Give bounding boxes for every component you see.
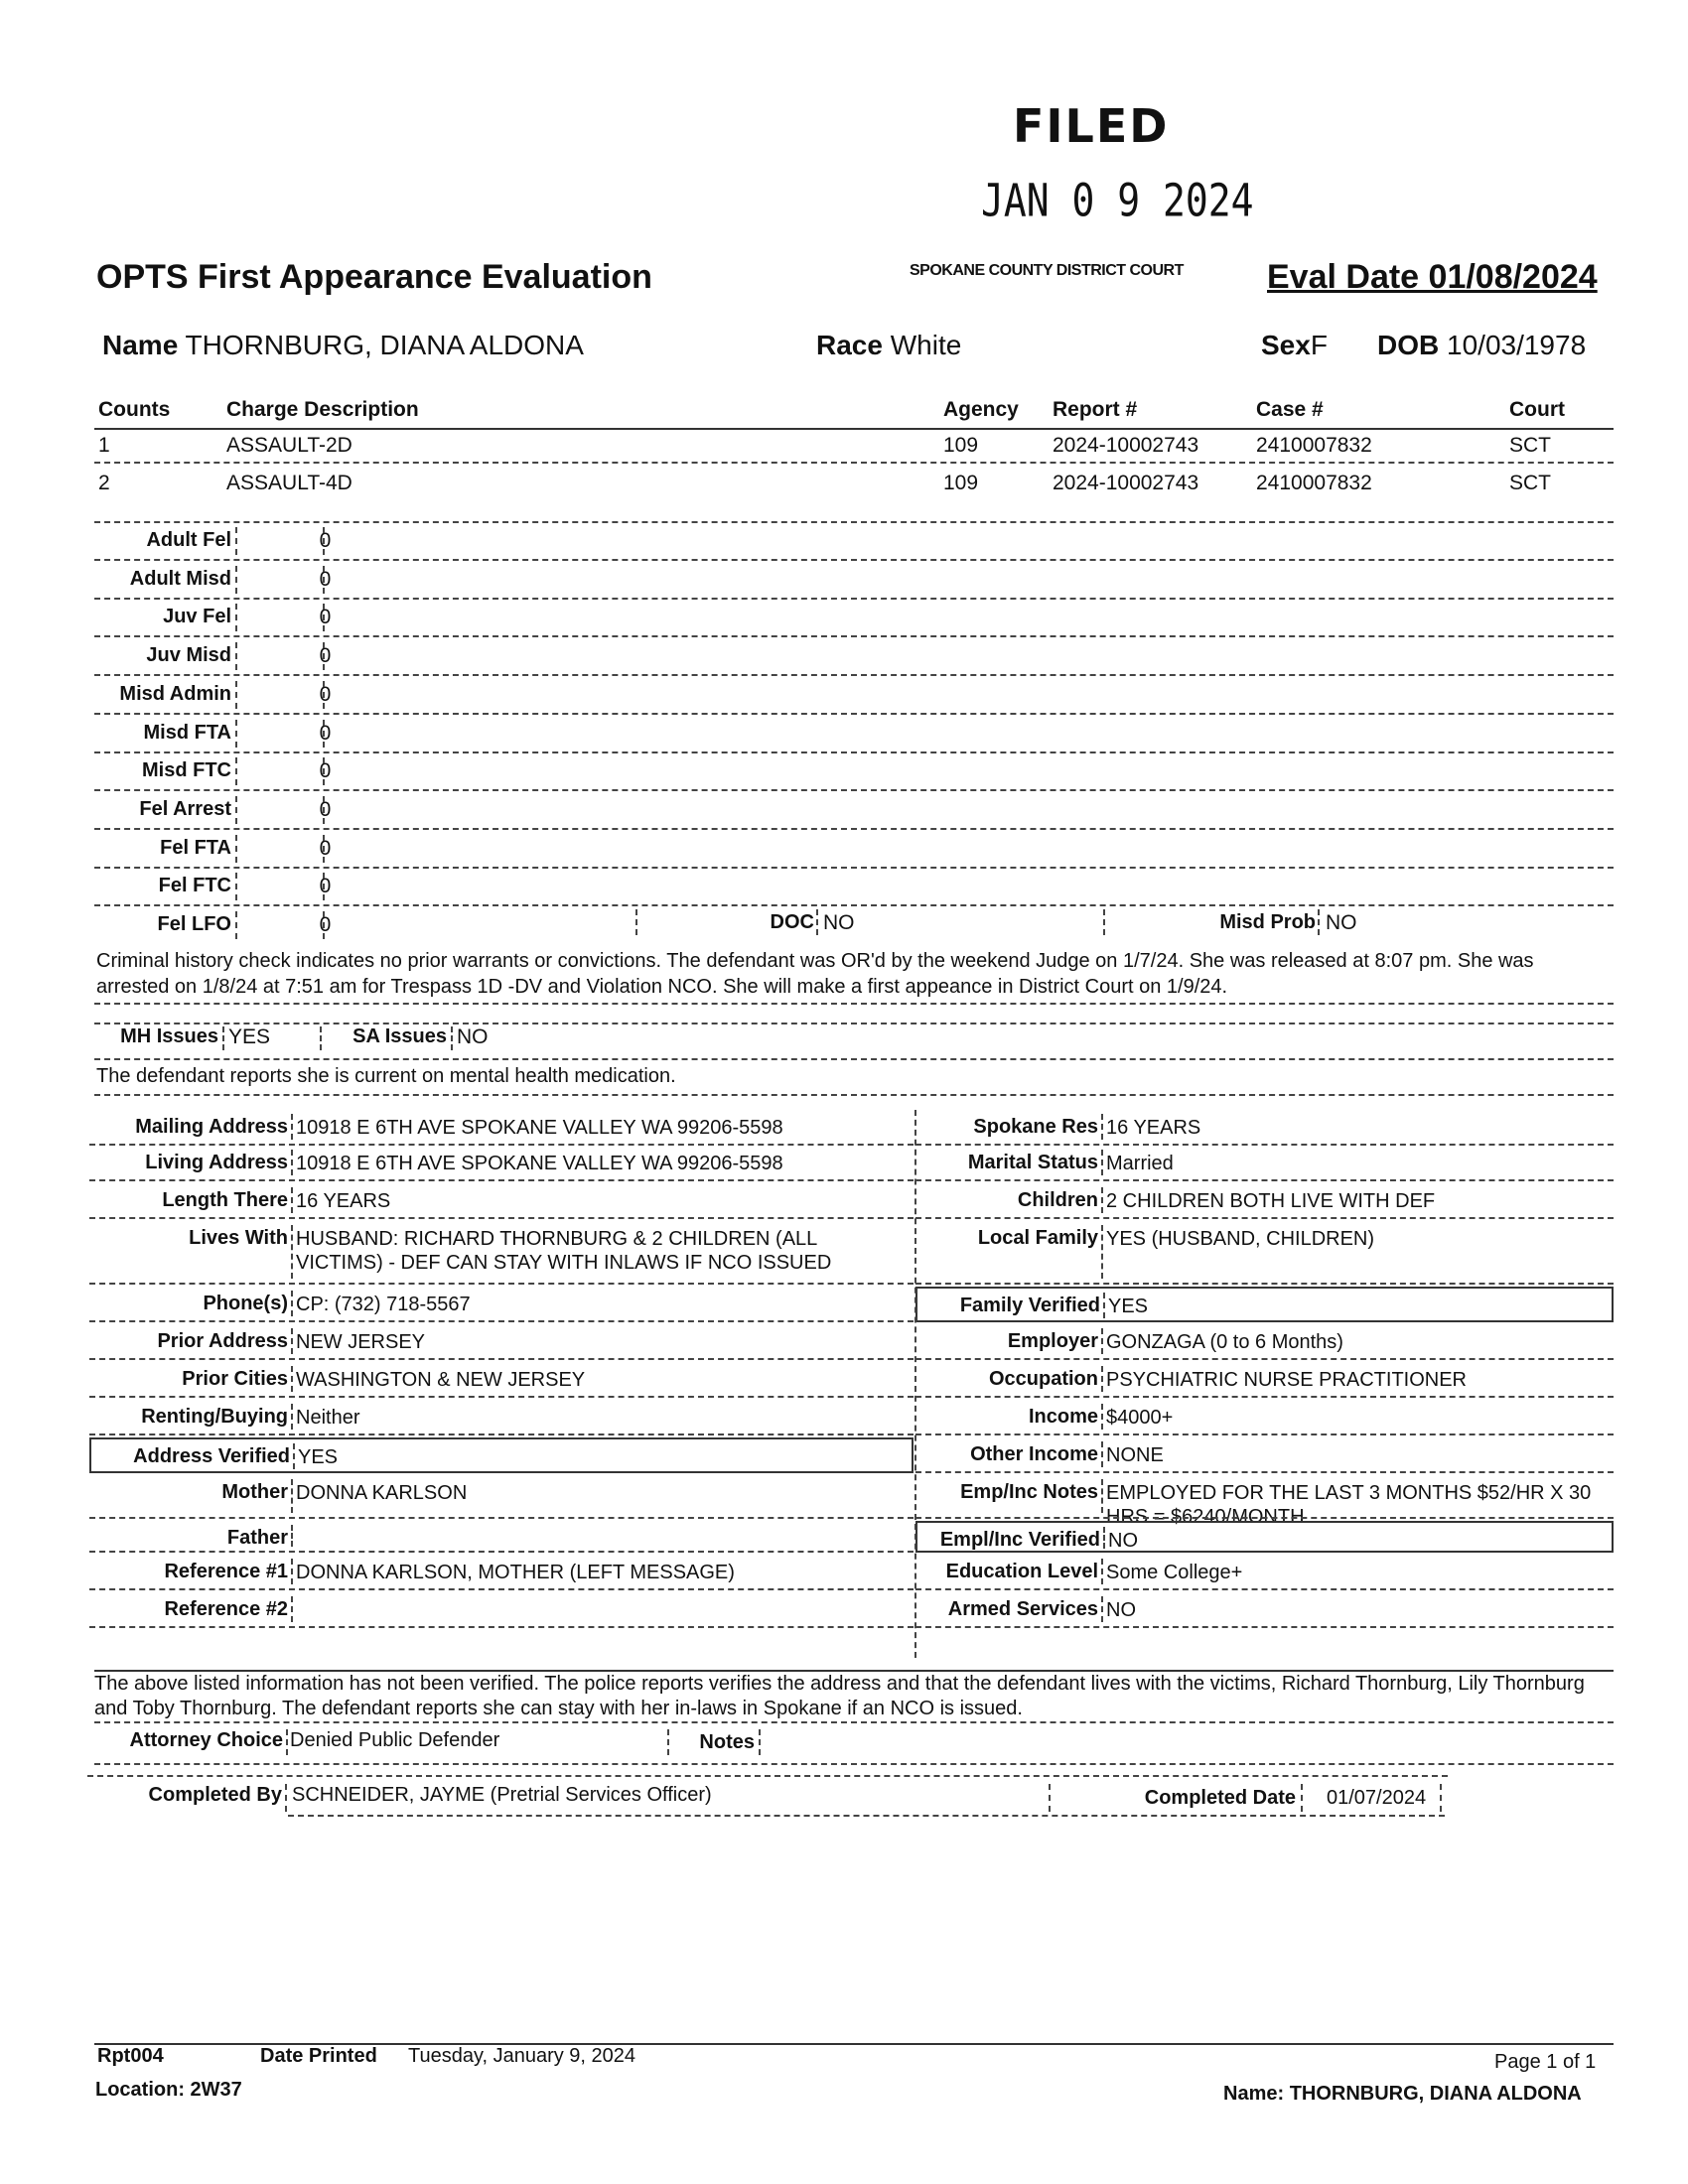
history-divider [235, 835, 237, 863]
field-label: Marital Status [967, 1152, 1098, 1173]
completed-date-divider-left [1049, 1784, 1051, 1812]
history-label: Fel LFO [157, 913, 231, 935]
history-divider [235, 642, 237, 670]
field-value: 10918 E 6TH AVE SPOKANE VALLEY WA 99206-5598 [296, 1153, 783, 1174]
misd-prob-value-divider [1318, 909, 1320, 935]
field-value: HUSBAND: RICHARD THORNBURG & 2 CHILDREN (ALL VICTIMS) - DEF CAN STAY WITH INLAWS IF NCO ISSUED [296, 1228, 832, 1274]
field-children [915, 1183, 1614, 1219]
history-divider [323, 566, 325, 594]
history-row-juv-misd [94, 640, 1614, 674]
history-value: 0 [319, 567, 332, 591]
field-living-address [89, 1146, 914, 1181]
history-value: 0 [319, 797, 332, 821]
filed-stamp: FILED [1013, 99, 1170, 153]
race-field [816, 330, 961, 361]
history-label: Misd FTA [143, 721, 231, 744]
field-rule [915, 1626, 1614, 1628]
health-top-rule [94, 1023, 1614, 1024]
field-divider [1101, 1479, 1103, 1513]
name-value: THORNBURG, DIANA ALDONA [185, 330, 584, 360]
completion-bottom-rule [288, 1815, 1445, 1817]
field-address-verified [89, 1437, 914, 1473]
field-rule [915, 1471, 1614, 1473]
attorney-divider [286, 1729, 288, 1755]
history-value: 0 [319, 606, 332, 629]
footer-name-text: Name: THORNBURG, DIANA ALDONA [1223, 2083, 1582, 2105]
printed-date: Tuesday, January 9, 2024 [408, 2045, 636, 2067]
history-notes: Criminal history check indicates no prior warrants or convictions. The defendant was OR'd by the weekend Judge on 1/7/24. She was released at 8:07 pm. She was arrested on 1/8/24 at 7:51 am for Trespass 1D -DV and Violation NCO. She will make a first appeance in District Court on 1/9/24. [96, 950, 1534, 998]
field-lives-with [89, 1221, 914, 1285]
field-education-level [915, 1555, 1614, 1590]
race-label: Race [816, 330, 883, 360]
field-local-family [915, 1221, 1614, 1285]
field-value: EMPLOYED FOR THE LAST 3 MONTHS $52/HR X 30 HRS = $6240/MONTH [1106, 1482, 1592, 1528]
name-field [102, 330, 584, 361]
col-counts: Counts [98, 398, 171, 421]
field-label: Reference #1 [164, 1561, 288, 1582]
field-label: Other Income [970, 1443, 1098, 1465]
header-rule [94, 428, 1614, 430]
misd-prob-divider [1103, 909, 1105, 935]
field-label: Armed Services [947, 1598, 1098, 1620]
completed-date-divider [1301, 1784, 1303, 1812]
field-label: Education Level [945, 1561, 1098, 1582]
agency-cell: 109 [943, 472, 979, 494]
history-label: Juv Misd [146, 644, 231, 667]
field-value: $4000+ [1106, 1407, 1174, 1429]
misd-prob-value: NO [1326, 911, 1357, 934]
field-emp-inc-notes [915, 1475, 1614, 1528]
sa-value: NO [457, 1025, 489, 1048]
history-value: 0 [319, 913, 332, 936]
report-id: Rpt004 [97, 2045, 164, 2067]
field-spokane-res [915, 1110, 1614, 1146]
doc-value-divider [816, 909, 818, 935]
field-label: Family Verified [959, 1295, 1100, 1316]
history-divider [235, 527, 237, 555]
mh-divider [222, 1026, 224, 1050]
history-row-rule [94, 713, 1614, 715]
history-label: Misd FTC [142, 759, 231, 782]
field-divider [1101, 1328, 1103, 1354]
charges-table [94, 392, 1614, 494]
field-phone-s [89, 1287, 914, 1322]
doc-divider [635, 909, 637, 935]
field-value: WASHINGTON & NEW JERSEY [296, 1369, 586, 1391]
history-label: Juv Fel [163, 606, 231, 628]
field-reference-1 [89, 1555, 914, 1590]
dob-label: DOB [1377, 330, 1440, 360]
field-divider [291, 1114, 293, 1140]
field-family-verified [915, 1287, 1614, 1322]
field-occupation [915, 1362, 1614, 1398]
history-last-row [94, 905, 1614, 939]
field-label: Emp/Inc Notes [960, 1481, 1098, 1503]
field-divider [1101, 1366, 1103, 1392]
field-armed-services [915, 1592, 1614, 1628]
field-rule [89, 1433, 914, 1435]
field-rule [89, 1358, 914, 1360]
sa-divider [451, 1026, 453, 1050]
field-rule [89, 1217, 914, 1219]
field-label: Reference #2 [164, 1598, 288, 1620]
history-row-rule [94, 867, 1614, 869]
court-cell: SCT [1509, 472, 1551, 494]
history-row-rule [94, 674, 1614, 676]
field-divider [1103, 1293, 1105, 1318]
health-bottom-rule [94, 1094, 1614, 1096]
doc-value: NO [823, 911, 855, 934]
history-divider [323, 681, 325, 709]
field-label: Occupation [988, 1368, 1098, 1390]
history-divider [235, 873, 237, 900]
field-label: Spokane Res [973, 1116, 1098, 1138]
field-marital-status [915, 1146, 1614, 1181]
history-divider [323, 720, 325, 748]
field-label: Lives With [189, 1227, 288, 1249]
field-rule [89, 1551, 914, 1553]
history-row-adult-fel [94, 525, 1614, 559]
charge-cell: ASSAULT-2D [226, 434, 352, 457]
field-rule [89, 1588, 914, 1590]
col-charge: Charge Description [226, 398, 419, 421]
column-divider [914, 1110, 916, 1658]
field-label: Prior Cities [182, 1368, 288, 1390]
history-row-fel-ftc [94, 871, 1614, 904]
footer-name [1223, 2083, 1582, 2106]
history-value: 0 [319, 836, 332, 860]
field-divider [291, 1525, 293, 1547]
attorney-bottom-rule [94, 1763, 1614, 1765]
field-label: Mother [221, 1481, 288, 1503]
field-prior-cities [89, 1362, 914, 1398]
history-row-fel-arrest [94, 794, 1614, 828]
history-value: 0 [319, 721, 332, 745]
health-mid-rule [94, 1058, 1614, 1060]
field-value: Neither [296, 1407, 360, 1429]
history-divider [235, 566, 237, 594]
notes-divider-left [667, 1729, 669, 1755]
field-income [915, 1400, 1614, 1435]
dob-value: 10/03/1978 [1447, 330, 1587, 360]
field-divider [1101, 1187, 1103, 1213]
field-rule [89, 1517, 914, 1519]
field-value: Some College+ [1106, 1562, 1243, 1583]
history-divider [323, 604, 325, 631]
report-cell: 2024-10002743 [1053, 434, 1199, 457]
field-divider [1101, 1114, 1103, 1140]
field-rule [915, 1433, 1614, 1435]
completed-by-value: SCHNEIDER, JAYME (Pretrial Services Officer) [292, 1784, 712, 1806]
history-divider [235, 796, 237, 824]
history-divider [323, 835, 325, 863]
sa-label: SA Issues [352, 1025, 447, 1047]
field-divider [291, 1328, 293, 1354]
history-row-misd-admin [94, 679, 1614, 713]
field-value: NONE [1106, 1444, 1164, 1466]
history-divider [235, 681, 237, 709]
name-label: Name [102, 330, 179, 360]
court-cell: SCT [1509, 434, 1551, 457]
count-cell: 2 [98, 472, 110, 494]
field-value: DONNA KARLSON [296, 1482, 468, 1504]
field-rule [89, 1283, 914, 1285]
col-case: Case # [1256, 398, 1324, 421]
mh-label: MH Issues [120, 1025, 218, 1047]
history-divider [235, 757, 237, 785]
field-value: YES [298, 1446, 339, 1468]
field-label: Income [1028, 1406, 1098, 1428]
charge-cell: ASSAULT-4D [226, 472, 352, 494]
field-rule [915, 1517, 1614, 1519]
field-mother [89, 1475, 914, 1519]
history-divider [323, 873, 325, 900]
field-value: 16 YEARS [1106, 1117, 1201, 1139]
field-rule [915, 1588, 1614, 1590]
page-title: OPTS First Appearance Evaluation [96, 258, 652, 296]
field-value: GONZAGA (0 to 6 Months) [1106, 1331, 1343, 1353]
field-value: YES [1108, 1296, 1149, 1317]
field-prior-address [89, 1324, 914, 1360]
field-label: Phone(s) [203, 1293, 288, 1314]
field-rule [915, 1283, 1614, 1285]
mh-value: YES [228, 1025, 271, 1048]
field-other-income [915, 1437, 1614, 1473]
agency-cell: 109 [943, 434, 979, 457]
attorney-label: Attorney Choice [129, 1729, 283, 1751]
field-divider [293, 1443, 295, 1469]
field-renting-buying [89, 1400, 914, 1435]
field-label: Length There [162, 1189, 288, 1211]
col-report: Report # [1053, 398, 1138, 421]
history-row-juv-fel [94, 602, 1614, 635]
history-row-rule [94, 559, 1614, 561]
field-divider [291, 1225, 293, 1279]
case-cell: 2410007832 [1256, 434, 1372, 457]
field-value: NEW JERSEY [296, 1331, 426, 1353]
sex-label: Sex [1261, 330, 1311, 360]
filed-date: JAN 0 9 2024 [981, 174, 1254, 227]
field-divider [1101, 1596, 1103, 1622]
field-label: Children [1017, 1189, 1098, 1211]
sex-field [1261, 330, 1328, 361]
field-divider [1103, 1527, 1105, 1549]
history-label: Adult Misd [129, 567, 231, 590]
field-value: 2 CHILDREN BOTH LIVE WITH DEF [1106, 1190, 1436, 1212]
field-divider [1101, 1559, 1103, 1584]
completed-by-label: Completed By [148, 1784, 282, 1806]
history-label: Misd Admin [119, 682, 231, 705]
table-row [94, 472, 1614, 499]
field-rule [915, 1217, 1614, 1219]
history-divider [323, 757, 325, 785]
history-row-misd-fta [94, 718, 1614, 751]
field-divider [291, 1404, 293, 1430]
history-value: 0 [319, 644, 332, 668]
count-cell: 1 [98, 434, 110, 457]
history-value: 0 [319, 529, 332, 552]
field-label: Renting/Buying [141, 1406, 288, 1428]
history-label: Fel FTA [160, 836, 231, 859]
field-divider [291, 1559, 293, 1584]
completed-by-divider [285, 1784, 287, 1812]
field-value: 10918 E 6TH AVE SPOKANE VALLEY WA 99206-5598 [296, 1117, 783, 1139]
field-label: Empl/Inc Verified [939, 1529, 1100, 1551]
field-label: Employer [1007, 1330, 1098, 1352]
table-row [94, 434, 1614, 462]
history-top-rule [94, 521, 1614, 523]
field-mailing-address [89, 1110, 914, 1146]
history-label: Fel Arrest [139, 797, 231, 820]
field-value: 16 YEARS [296, 1190, 391, 1212]
attorney-notes-label: Notes [699, 1731, 755, 1753]
notes-divider [759, 1729, 761, 1755]
misd-prob-label: Misd Prob [1219, 911, 1316, 933]
field-value: DONNA KARLSON, MOTHER (LEFT MESSAGE) [296, 1562, 735, 1583]
history-divider [235, 604, 237, 631]
printed-label: Date Printed [260, 2045, 377, 2067]
col-agency: Agency [943, 398, 1019, 421]
field-label: Prior Address [157, 1330, 288, 1352]
history-row-rule [94, 789, 1614, 791]
field-divider [1101, 1404, 1103, 1430]
field-reference-2 [89, 1592, 914, 1628]
field-divider [1101, 1150, 1103, 1175]
field-divider [1101, 1225, 1103, 1279]
field-employer [915, 1324, 1614, 1360]
history-value: 0 [319, 682, 332, 706]
history-value: 0 [319, 759, 332, 783]
dob-field [1377, 330, 1586, 361]
history-row-rule [94, 751, 1614, 753]
history-row-misd-ftc [94, 755, 1614, 789]
field-father [89, 1521, 914, 1553]
completion-top-rule [87, 1775, 1448, 1777]
history-divider [323, 527, 325, 555]
field-rule [89, 1626, 914, 1628]
history-row-rule [94, 828, 1614, 830]
case-cell: 2410007832 [1256, 472, 1372, 494]
sex-value: F [1310, 330, 1328, 360]
report-cell: 2024-10002743 [1053, 472, 1199, 494]
field-rule [915, 1179, 1614, 1181]
field-divider [1101, 1441, 1103, 1467]
field-value: YES (HUSBAND, CHILDREN) [1106, 1228, 1375, 1250]
col-court: Court [1509, 398, 1565, 421]
history-divider [323, 642, 325, 670]
doc-label: DOC [770, 911, 814, 933]
history-label: Fel FTC [158, 875, 231, 897]
race-value: White [890, 330, 962, 360]
field-divider [291, 1479, 293, 1513]
field-rule [89, 1396, 914, 1398]
field-value: CP: (732) 718-5567 [296, 1294, 471, 1315]
completed-date-divider-right [1440, 1784, 1442, 1812]
field-empl-inc-verified [915, 1521, 1614, 1553]
court-stamp: SPOKANE COUNTY DISTRICT COURT [910, 262, 1184, 279]
field-label: Mailing Address [135, 1116, 288, 1138]
field-length-there [89, 1183, 914, 1219]
field-rule [915, 1396, 1614, 1398]
history-notes-rule [94, 1003, 1614, 1005]
location: Location: 2W37 [95, 2079, 242, 2101]
field-rule [89, 1320, 914, 1322]
field-rule [89, 1179, 914, 1181]
verification-notes: The above listed information has not been verified. The police reports verifies the address and that the defendant lives with the victims, Richard Thornburg, Lily Thornburg and Toby Thornburg. The defendant reports she can stay with her in-laws in Spokane if an NCO is issued. [94, 1673, 1585, 1719]
completed-date-value: 01/07/2024 [1327, 1787, 1427, 1809]
field-divider [291, 1366, 293, 1392]
sa-divider-left [320, 1026, 322, 1050]
eval-date: Eval Date 01/08/2024 [1267, 258, 1598, 296]
history-divider [235, 720, 237, 748]
field-rule [915, 1358, 1614, 1360]
field-label: Address Verified [133, 1445, 290, 1467]
attorney-value: Denied Public Defender [290, 1729, 500, 1751]
field-value: Married [1106, 1153, 1174, 1174]
verification-bottom-rule [94, 1721, 1614, 1723]
field-label: Father [226, 1527, 288, 1549]
history-divider [323, 796, 325, 824]
history-row-fel-fta [94, 833, 1614, 867]
history-row-rule [94, 635, 1614, 637]
field-divider [291, 1291, 293, 1316]
history-row-adult-misd [94, 564, 1614, 598]
page-number: Page 1 of 1 [1494, 2051, 1597, 2073]
field-divider [291, 1596, 293, 1622]
field-label: Living Address [145, 1152, 288, 1173]
history-value: 0 [319, 875, 332, 898]
row-divider [94, 462, 1614, 464]
field-divider [291, 1150, 293, 1175]
history-label: Adult Fel [146, 529, 231, 551]
completed-date-label: Completed Date [1144, 1787, 1296, 1809]
health-notes: The defendant reports she is current on mental health medication. [96, 1065, 676, 1087]
field-value: NO [1108, 1530, 1138, 1552]
field-label: Local Family [977, 1227, 1098, 1249]
field-value: NO [1106, 1599, 1136, 1621]
field-divider [291, 1187, 293, 1213]
field-value: PSYCHIATRIC NURSE PRACTITIONER [1106, 1369, 1467, 1391]
history-row-rule [94, 598, 1614, 600]
